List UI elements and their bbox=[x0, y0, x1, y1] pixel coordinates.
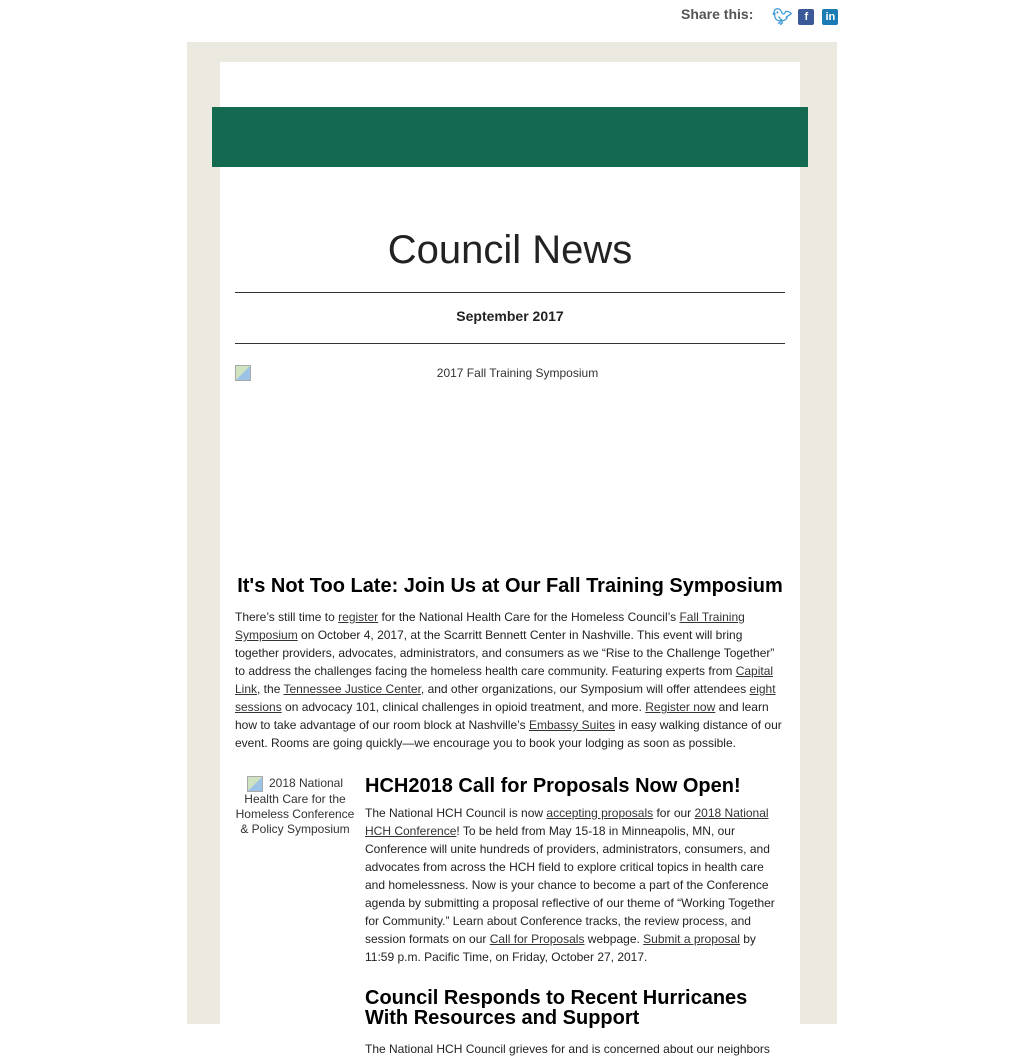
newsletter-title: Council News bbox=[387, 228, 633, 272]
inline-link[interactable]: Call for Proposals bbox=[489, 932, 585, 946]
body-text: There’s still time to bbox=[235, 610, 339, 624]
twitter-icon[interactable]: 🐦︎ bbox=[772, 9, 793, 26]
inline-link[interactable]: Fall Training Symposium bbox=[235, 610, 745, 642]
conference-image[interactable] bbox=[235, 774, 355, 954]
body-text: and learn how to take advantage of our room block at Nashville’s bbox=[235, 700, 769, 732]
body-text: by 11:59 p.m. Pacific Time, on Friday, October 27, 2017. bbox=[365, 932, 756, 964]
body-text: , and other organizations, our Symposium will offer attendees bbox=[420, 682, 750, 696]
linkedin-icon[interactable]: in bbox=[822, 9, 838, 25]
issue-date: September 2017 bbox=[456, 308, 564, 324]
body-text: on advocacy 101, clinical challenges in opioid treatment, and more. bbox=[281, 700, 646, 714]
inline-link[interactable]: register bbox=[338, 610, 379, 624]
inline-link[interactable]: eight sessions bbox=[235, 682, 776, 714]
conference-image-alt: 2018 National Health Care for the Homeless Conference & Policy Symposium bbox=[235, 776, 355, 836]
body-text: for our bbox=[653, 806, 695, 820]
article-heading: HCH2018 Call for Proposals Now Open! bbox=[365, 775, 741, 797]
facebook-icon[interactable]: f bbox=[798, 9, 814, 25]
body-text: , the bbox=[257, 682, 284, 696]
body-text: for the National Health Care for the Homeless Council’s bbox=[378, 610, 680, 624]
body-text: on October 4, 2017, at the Scarritt Bennett Center in Nashville. This event will bring together providers, advocates, administrators, and consumers as we “Rise to the Challenge Together” to address the challenges facing the homeless health care community. Featuring experts from bbox=[235, 628, 775, 678]
body-text: ! To be held from May 15-18 in Minneapolis, MN, our Conference will unite hundreds of providers, administrators, consumers, and advocates from across the HCH field to explore critical topics in health care and homelessness. Now is your chance to become a part of the Conference agenda by submitting a proposal reflective of our theme of “Working Together for Community.” Learn about Conference tracks, the review process, and session formats on our bbox=[365, 824, 775, 946]
article-body bbox=[365, 1040, 785, 1058]
article-hurricanes bbox=[235, 988, 785, 1058]
inline-link[interactable]: Register now bbox=[645, 700, 716, 714]
article-symposium bbox=[235, 574, 785, 598]
inline-link[interactable]: Tennessee Justice Center bbox=[283, 682, 421, 696]
hero-image-alt: 2017 Fall Training Symposium bbox=[436, 366, 599, 380]
article-heading: Council Responds to Recent Hurricanes With Resources and Support bbox=[365, 987, 748, 1029]
article-body bbox=[235, 608, 785, 752]
inline-link[interactable]: accepting proposals bbox=[546, 806, 654, 820]
body-text: The National HCH Council is now bbox=[365, 806, 547, 820]
share-bar bbox=[681, 3, 838, 25]
inline-link[interactable]: Embassy Suites bbox=[528, 718, 615, 732]
body-text: webpage. bbox=[584, 932, 644, 946]
inline-link[interactable]: 2018 National HCH Conference bbox=[365, 806, 769, 838]
inline-link[interactable]: Submit a proposal bbox=[643, 932, 740, 946]
inline-link[interactable]: Capital Link bbox=[235, 664, 774, 696]
header-banner bbox=[212, 107, 808, 167]
article-call-for-proposals bbox=[235, 774, 785, 966]
body-text: The National HCH Council grieves for and is concerned about our neighbors bbox=[365, 1042, 770, 1056]
divider bbox=[235, 292, 785, 293]
share-label: Share this: bbox=[681, 6, 754, 22]
article-heading: It's Not Too Late: Join Us at Our Fall Training Symposium bbox=[237, 575, 783, 597]
newsletter-content bbox=[235, 167, 785, 1058]
broken-image-icon bbox=[247, 776, 263, 792]
hero-image[interactable] bbox=[235, 344, 785, 554]
body-text: in easy walking distance of our event. Rooms are going quickly—we encourage you to book your lodging as soon as possible. bbox=[235, 718, 782, 750]
